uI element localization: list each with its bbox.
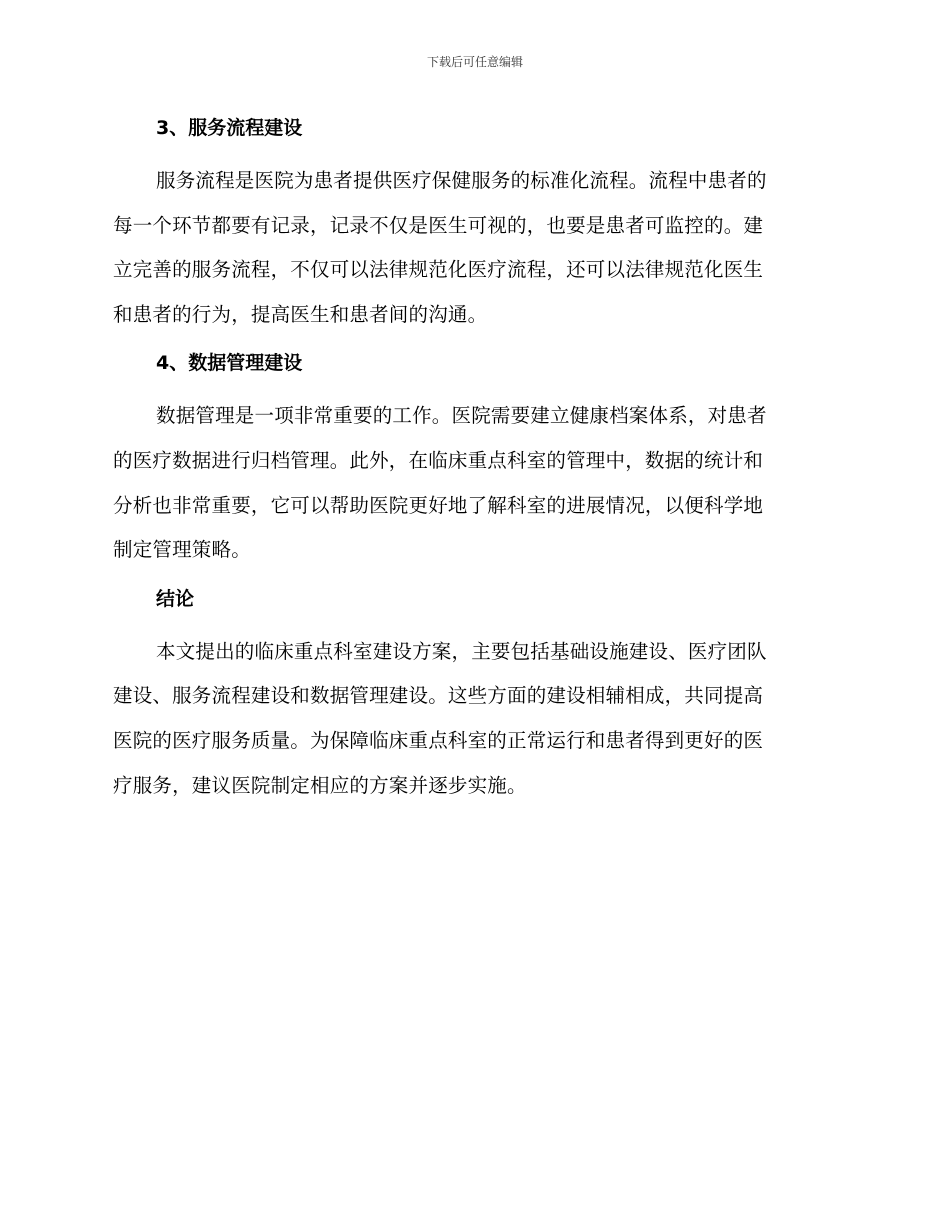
section-heading-data-management: 4、数据管理建设 (156, 352, 303, 375)
paragraph-conclusion (113, 630, 833, 808)
paragraph-line: 每一个环节都要有记录，记录不仅是医生可视的，也要是患者可监控的。建 (113, 213, 764, 237)
paragraph-service-process (113, 159, 833, 337)
document-body (113, 112, 833, 818)
section-heading-conclusion: 结论 (156, 587, 195, 610)
paragraph-line: 医院的医疗服务质量。为保障临床重点科室的正常运行和患者得到更好的医 (113, 728, 764, 752)
paragraph-line: 分析也非常重要，它可以帮助医院更好地了解科室的进展情况，以便科学地 (113, 493, 764, 517)
paragraph-line: 和患者的行为，提高医生和患者间的沟通。 (113, 302, 488, 326)
paragraph-line: 数据管理是一项非常重要的工作。医院需要建立健康档案体系，对患者 (156, 404, 767, 428)
paragraph-line: 本文提出的临床重点科室建设方案，主要包括基础设施建设、医疗团队 (156, 639, 767, 663)
section-heading-service-process: 3、服务流程建设 (156, 117, 303, 139)
paragraph-line: 制定管理策略。 (113, 538, 251, 562)
paragraph-line: 建设、服务流程建设和数据管理建设。这些方面的建设相辅相成，共同提高 (113, 684, 764, 708)
page-header: 下载后可任意编辑 (426, 55, 523, 69)
paragraph-line: 服务流程是医院为患者提供医疗保健服务的标准化流程。流程中患者的 (156, 169, 767, 192)
paragraph-line: 疗服务，建议医院制定相应的方案并逐步实施。 (113, 773, 527, 797)
paragraph-data-management (113, 394, 833, 572)
paragraph-line: 立完善的服务流程，不仅可以法律规范化医疗流程，还可以法律规范化医生 (113, 258, 764, 282)
paragraph-line: 的医疗数据进行归档管理。此外，在临床重点科室的管理中，数据的统计和 (113, 448, 764, 472)
